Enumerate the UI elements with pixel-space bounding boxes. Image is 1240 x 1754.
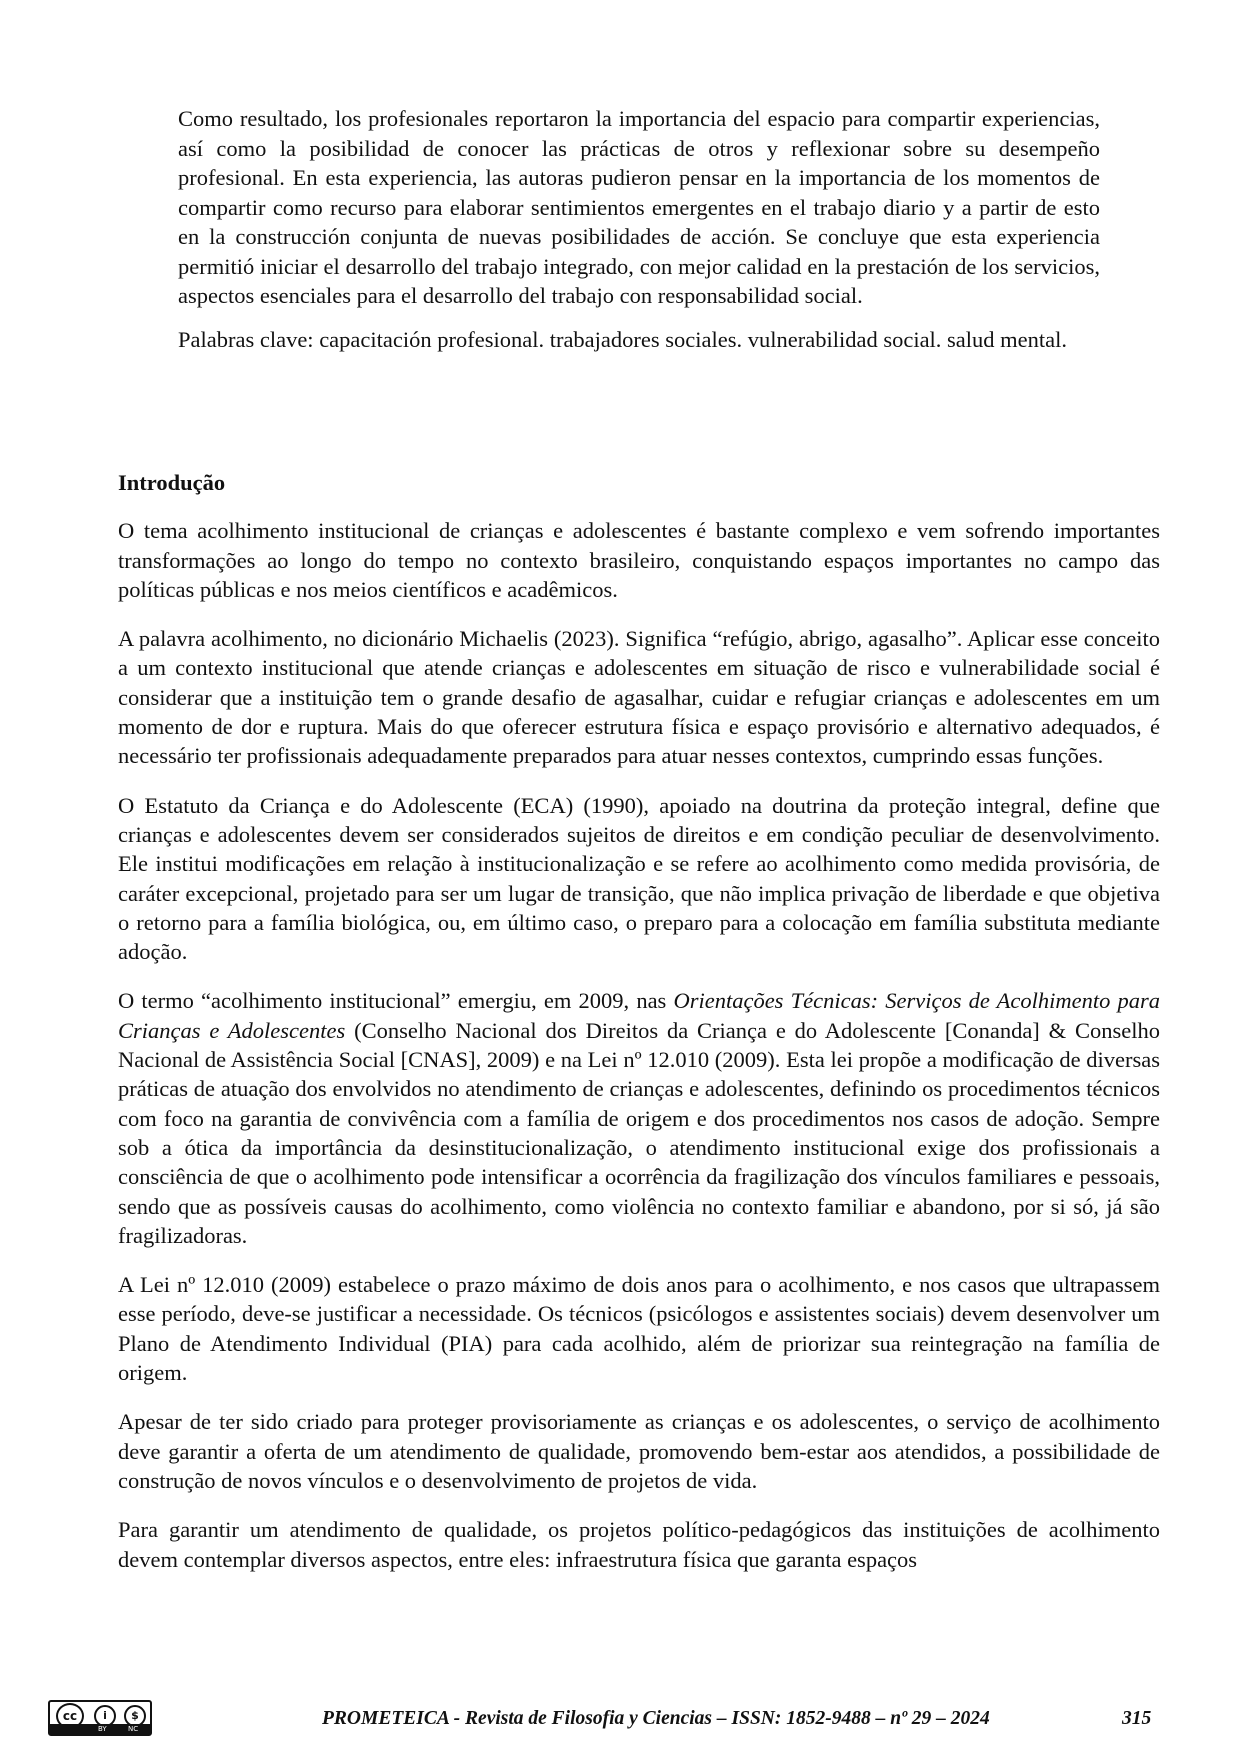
paragraph-4-end: (Conselho Nacional dos Direitos da Criança e do Adolescente [Conanda] & Conselho Nacional de Assistência Social [CNAS], 2009) e na Lei nº 12.010 (2009). Esta lei propõe a modificação de diversas práticas de atuação dos envolvidos no atendimento de crianças e adolescentes, definindo os procedimentos técnicos com foco na garantia de convivência com a família de origem e dos procedimentos nos casos de adoção. Sempre sob a ótica da importância da desinstitucionalização, o atendimento institucional exige dos profissionais a consciência de que o acolhimento pode intensificar a ocorrência da fragilização dos vínculos familiares e pessoais, sendo que as possíveis causas do acolhimento, como violência no contexto familiar e abandono, por si só, já são fragilizadoras. bbox=[118, 1017, 1160, 1248]
paragraph-4 bbox=[118, 986, 1160, 1250]
paragraph-2: A palavra acolhimento, no dicionário Michaelis (2023). Significa “refúgio, abrigo, agasalho”. Aplicar esse conceito a um contexto institucional que atende crianças e adolescentes em situação de risco e vulnerabilidade social é considerar que a instituição tem o grande desafio de agasalhar, cuidar e refugiar crianças e adolescentes em um momento de dor e ruptura. Mais do que oferecer estrutura física e espaço provisório e alternativo adequados, é necessário ter profissionais adequadamente preparados para atuar nesses contextos, cumprindo essas funções. bbox=[118, 626, 1160, 769]
paragraph-3: O Estatuto da Criança e do Adolescente (ECA) (1990), apoiado na doutrina da proteção integral, define que crianças e adolescentes devem ser considerados sujeitos de direitos e em condição peculiar de desenvolvimento. Ele institui modificações em relação à institucionalização e se refere ao acolhimento como medida provisória, de caráter excepcional, projetado para ser um lugar de transição, que não implica privação de liberdade e que objetiva o retorno para a família biológica, ou, em último caso, o preparo para a colocação em família substituta mediante adoção. bbox=[118, 792, 1160, 965]
keywords-label: Palabras clave: bbox=[178, 326, 314, 352]
cc-by-nc-icon[interactable] bbox=[48, 1700, 152, 1736]
page-number: 315 bbox=[1122, 1708, 1152, 1729]
abstract-paragraph: Como resultado, los profesionales reportaron la importancia del espacio para compartir experiencias, así como la posibilidad de conocer las prácticas de otros y reflexionar sobre su desempeño profesional. En esta experiencia, las autoras pudieron pensar en la importancia de los momentos de compartir como recurso para elaborar sentimientos emergentes en el trabajo diario y a partir de esto en la construcción conjunta de nuevas posibilidades de acción. Se concluye que esta experiencia permitió iniciar el desarrollo del trabajo integrado, con mejor calidad en la prestación de los servicios, aspectos esenciales para el desarrollo del trabajo con responsabilidad social. bbox=[178, 106, 1100, 308]
paragraph-4-start: O termo “acolhimento institucional” emergiu, em 2009, nas bbox=[118, 988, 674, 1014]
keywords-list: capacitación profesional. trabajadores sociales. vulnerabilidad social. salud mental. bbox=[319, 326, 1068, 352]
section-heading: Introdução bbox=[118, 470, 226, 495]
cc-circle-icon: cc bbox=[56, 1703, 84, 1729]
abstract-block bbox=[178, 104, 1100, 354]
paragraph-5: A Lei nº 12.010 (2009) estabelece o prazo máximo de dois anos para o acolhimento, e nos casos que ultrapassem esse período, deve-se justificar a necessidade. Os técnicos (psicólogos e assistentes sociais) devem desenvolver um Plano de Atendimento Individual (PIA) para cada acolhido, além de priorizar sua reintegração na família de origem. bbox=[118, 1272, 1160, 1386]
by-label: BY bbox=[98, 1725, 107, 1733]
page-footer bbox=[0, 1700, 1240, 1740]
paragraph-1: O tema acolhimento institucional de crianças e adolescentes é bastante complexo e vem sofrendo importantes transformações ao longo do tempo no contexto brasileiro, conquistando espaços importantes no campo das políticas públicas e nos meios científicos e acadêmicos. bbox=[118, 518, 1160, 602]
paragraph-4-italic-title: Orientações Técnicas: Serviços de Acolhimento para Crianças e Adolescentes bbox=[118, 988, 1160, 1043]
paragraph-6: Apesar de ter sido criado para proteger provisoriamente as crianças e os adolescentes, o serviço de acolhimento deve garantir a oferta de um atendimento de qualidade, promovendo bem-estar aos atendidos, a possibilidade de construção de novos vínculos e o desenvolvimento de projetos de vida. bbox=[118, 1409, 1160, 1493]
introduction-section bbox=[118, 468, 1160, 1594]
nc-dollar-icon: $ bbox=[124, 1705, 146, 1727]
paragraph-7: Para garantir um atendimento de qualidade, os projetos político-pedagógicos das instituições de acolhimento devem contemplar diversos aspectos, entre eles: infraestrutura física que garanta espaços bbox=[118, 1517, 1160, 1572]
journal-citation: PROMETEICA - Revista de Filosofia y Ciencias – ISSN: 1852-9488 – nº 29 – 2024 bbox=[322, 1708, 990, 1729]
keywords-line bbox=[178, 325, 1100, 355]
nc-label: NC bbox=[128, 1725, 139, 1733]
by-person-icon: i bbox=[94, 1705, 116, 1727]
